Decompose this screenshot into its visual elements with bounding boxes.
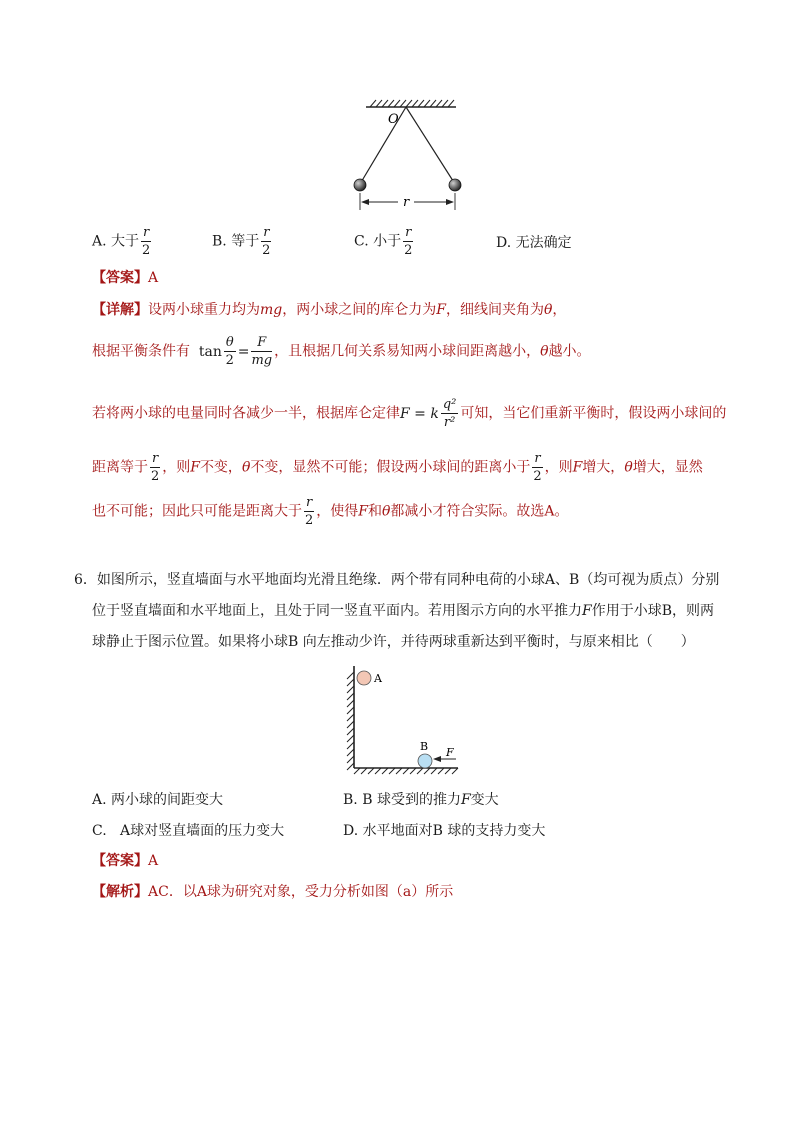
q5-detail-line1: 【详解】设两小球重力均为mg，两小球之间的库仑力为F，细线间夹角为θ，	[92, 302, 567, 318]
detail-tag: 【详解】	[92, 302, 148, 318]
label-ball-b: B	[420, 740, 429, 753]
pendulum-figure	[340, 98, 480, 216]
q5-option-d[interactable]: D. 无法确定	[496, 235, 572, 251]
formula-coulomb: F = k $\frac{\text{q²}}{\text{r²}}$	[400, 397, 457, 430]
q6-stem-line2: 位于竖直墙面和水平地面上，且处于同一竖直平面内。若用图示方向的水平推力F作用于小球B，则两	[92, 603, 715, 619]
label-distance-r: r	[403, 195, 410, 210]
q6-option-b[interactable]: B. B 球受到的推力F变大	[343, 792, 499, 808]
q6-answer	[92, 850, 158, 870]
option-letter: C.	[354, 233, 369, 250]
q5-detail-line2: 根据平衡条件有 tan $\frac{\theta}{2}$ = $\frac{F}{mg}$ ，且根据几何关系易知两小球间距离越小，θ越小。	[92, 335, 591, 368]
label-ball-a: A	[374, 672, 382, 685]
q6-option-a[interactable]: A. 两小球的间距变大	[92, 792, 224, 808]
label-force-f: F	[446, 746, 454, 759]
analysis-tag: 【解析】	[92, 884, 148, 900]
q5-answer	[92, 267, 158, 287]
ball-a	[357, 671, 371, 685]
answer-tag: 【答案】	[92, 853, 148, 869]
option-letter: C.	[92, 823, 107, 839]
option-letter: B.	[343, 792, 358, 808]
q5-option-a[interactable]: A. 大于 $\frac{r}{2}$	[92, 225, 151, 258]
answer-value: A	[148, 853, 159, 869]
q6-analysis: 【解析】AC．以A球为研究对象，受力分析如图（a）所示	[92, 884, 454, 900]
q6-stem-line3: 球静止于图示位置。如果将小球B 向左推动少许，并待两球重新达到平衡时，与原来相比（ ）	[92, 634, 695, 650]
answer-tag: 【答案】	[92, 270, 148, 286]
option-letter: A.	[92, 792, 107, 808]
option-letter: B.	[212, 233, 227, 250]
q5-option-c[interactable]: C. 小于 $\frac{r}{2}$	[354, 225, 413, 258]
q5-detail-line4: 距离等于 $\frac{r}{2}$ ，则F不变，θ不变，显然不可能；假设两小球间的距离小于 $\frac{r}{2}$ ，则F增大，θ增大，显然	[92, 451, 703, 484]
q5-detail-line5: 也不可能；因此只可能是距离大于 $\frac{r}{2}$ ，使得F和θ都减小才符合实际。故选A。	[92, 495, 569, 528]
q6-stem-line1: 6．如图所示，竖直墙面与水平地面均光滑且绝缘．两个带有同种电荷的小球A、B（均可视为质点）分别	[74, 572, 720, 588]
formula-tan: tan $\frac{\theta}{2}$ = $\frac{F}{mg}$	[198, 335, 273, 368]
right-ball	[449, 179, 461, 191]
q6-option-c[interactable]: C. A球对竖直墙面的压力变大	[92, 823, 285, 839]
option-letter: A.	[92, 233, 107, 250]
option-letter: D.	[343, 823, 359, 839]
question-number: 6．	[74, 572, 97, 588]
option-letter: D.	[496, 235, 512, 251]
ball-b	[418, 754, 432, 768]
q5-detail-line3: 若将两小球的电量同时各减少一半，根据库仑定律F = k $\frac{\text{q²}}{\text{r²}}$ 可知，当它们重新平衡时，假设两小球间的	[92, 397, 727, 430]
wall-floor-figure	[342, 660, 466, 778]
q5-option-b[interactable]: B. 等于 $\frac{r}{2}$	[212, 225, 271, 258]
left-ball	[354, 179, 366, 191]
q6-option-d[interactable]: D. 水平地面对B 球的支持力变大	[343, 823, 546, 839]
answer-value: A	[148, 270, 159, 286]
label-pivot-o: O	[388, 112, 399, 127]
